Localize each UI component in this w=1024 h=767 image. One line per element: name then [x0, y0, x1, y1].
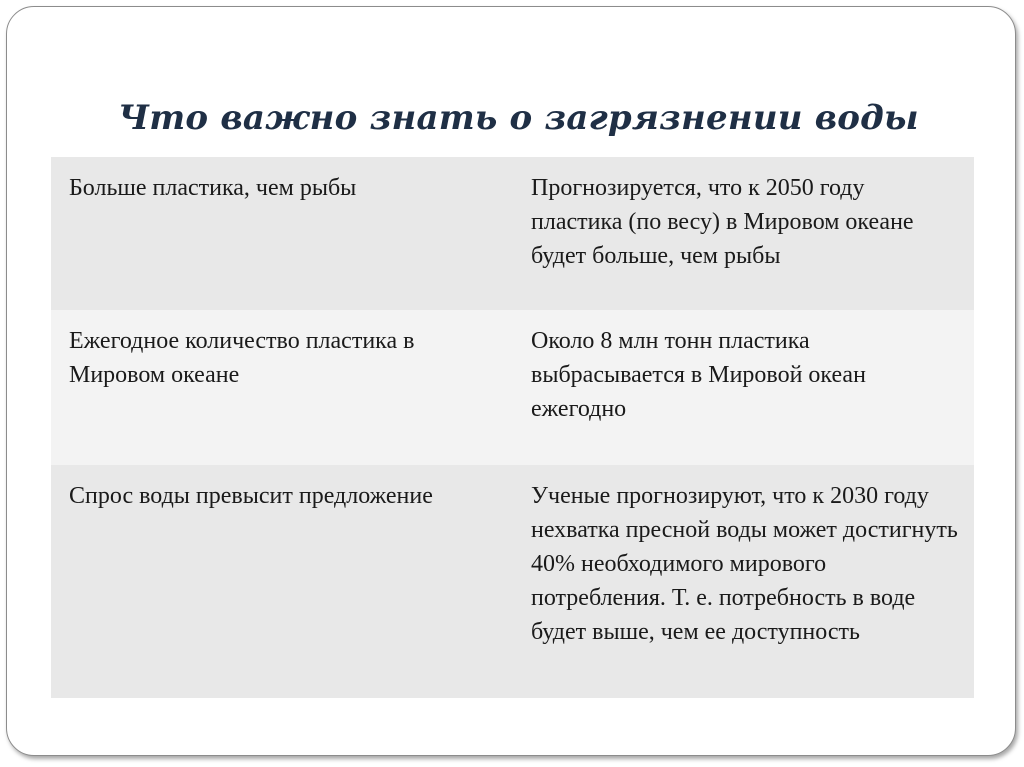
row-term: Больше пластика, чем рыбы [69, 175, 357, 201]
row-term: Спрос воды превысит предложение [69, 483, 433, 509]
slide-title: Что важно знать о загрязнении воды [118, 98, 919, 138]
row-term: Ежегодное количество пластика в Мировом океане [69, 328, 415, 388]
row-description: Прогнозируется, что к 2050 году пластика (по весу) в Мировом океане будет больше, чем рыбы [531, 175, 914, 269]
table-row [51, 157, 974, 310]
row-description: Около 8 млн тонн пластика выбрасывается в Мировой океан ежегодно [531, 328, 866, 422]
row-description: Ученые прогнозируют, что к 2030 году нехватка пресной воды может достигнуть 40% необходимого мирового потребления. Т. е. потребность в воде будет выше, чем ее доступность [531, 483, 958, 645]
table-row [51, 310, 974, 465]
info-table [51, 157, 974, 698]
table-row [51, 465, 974, 698]
